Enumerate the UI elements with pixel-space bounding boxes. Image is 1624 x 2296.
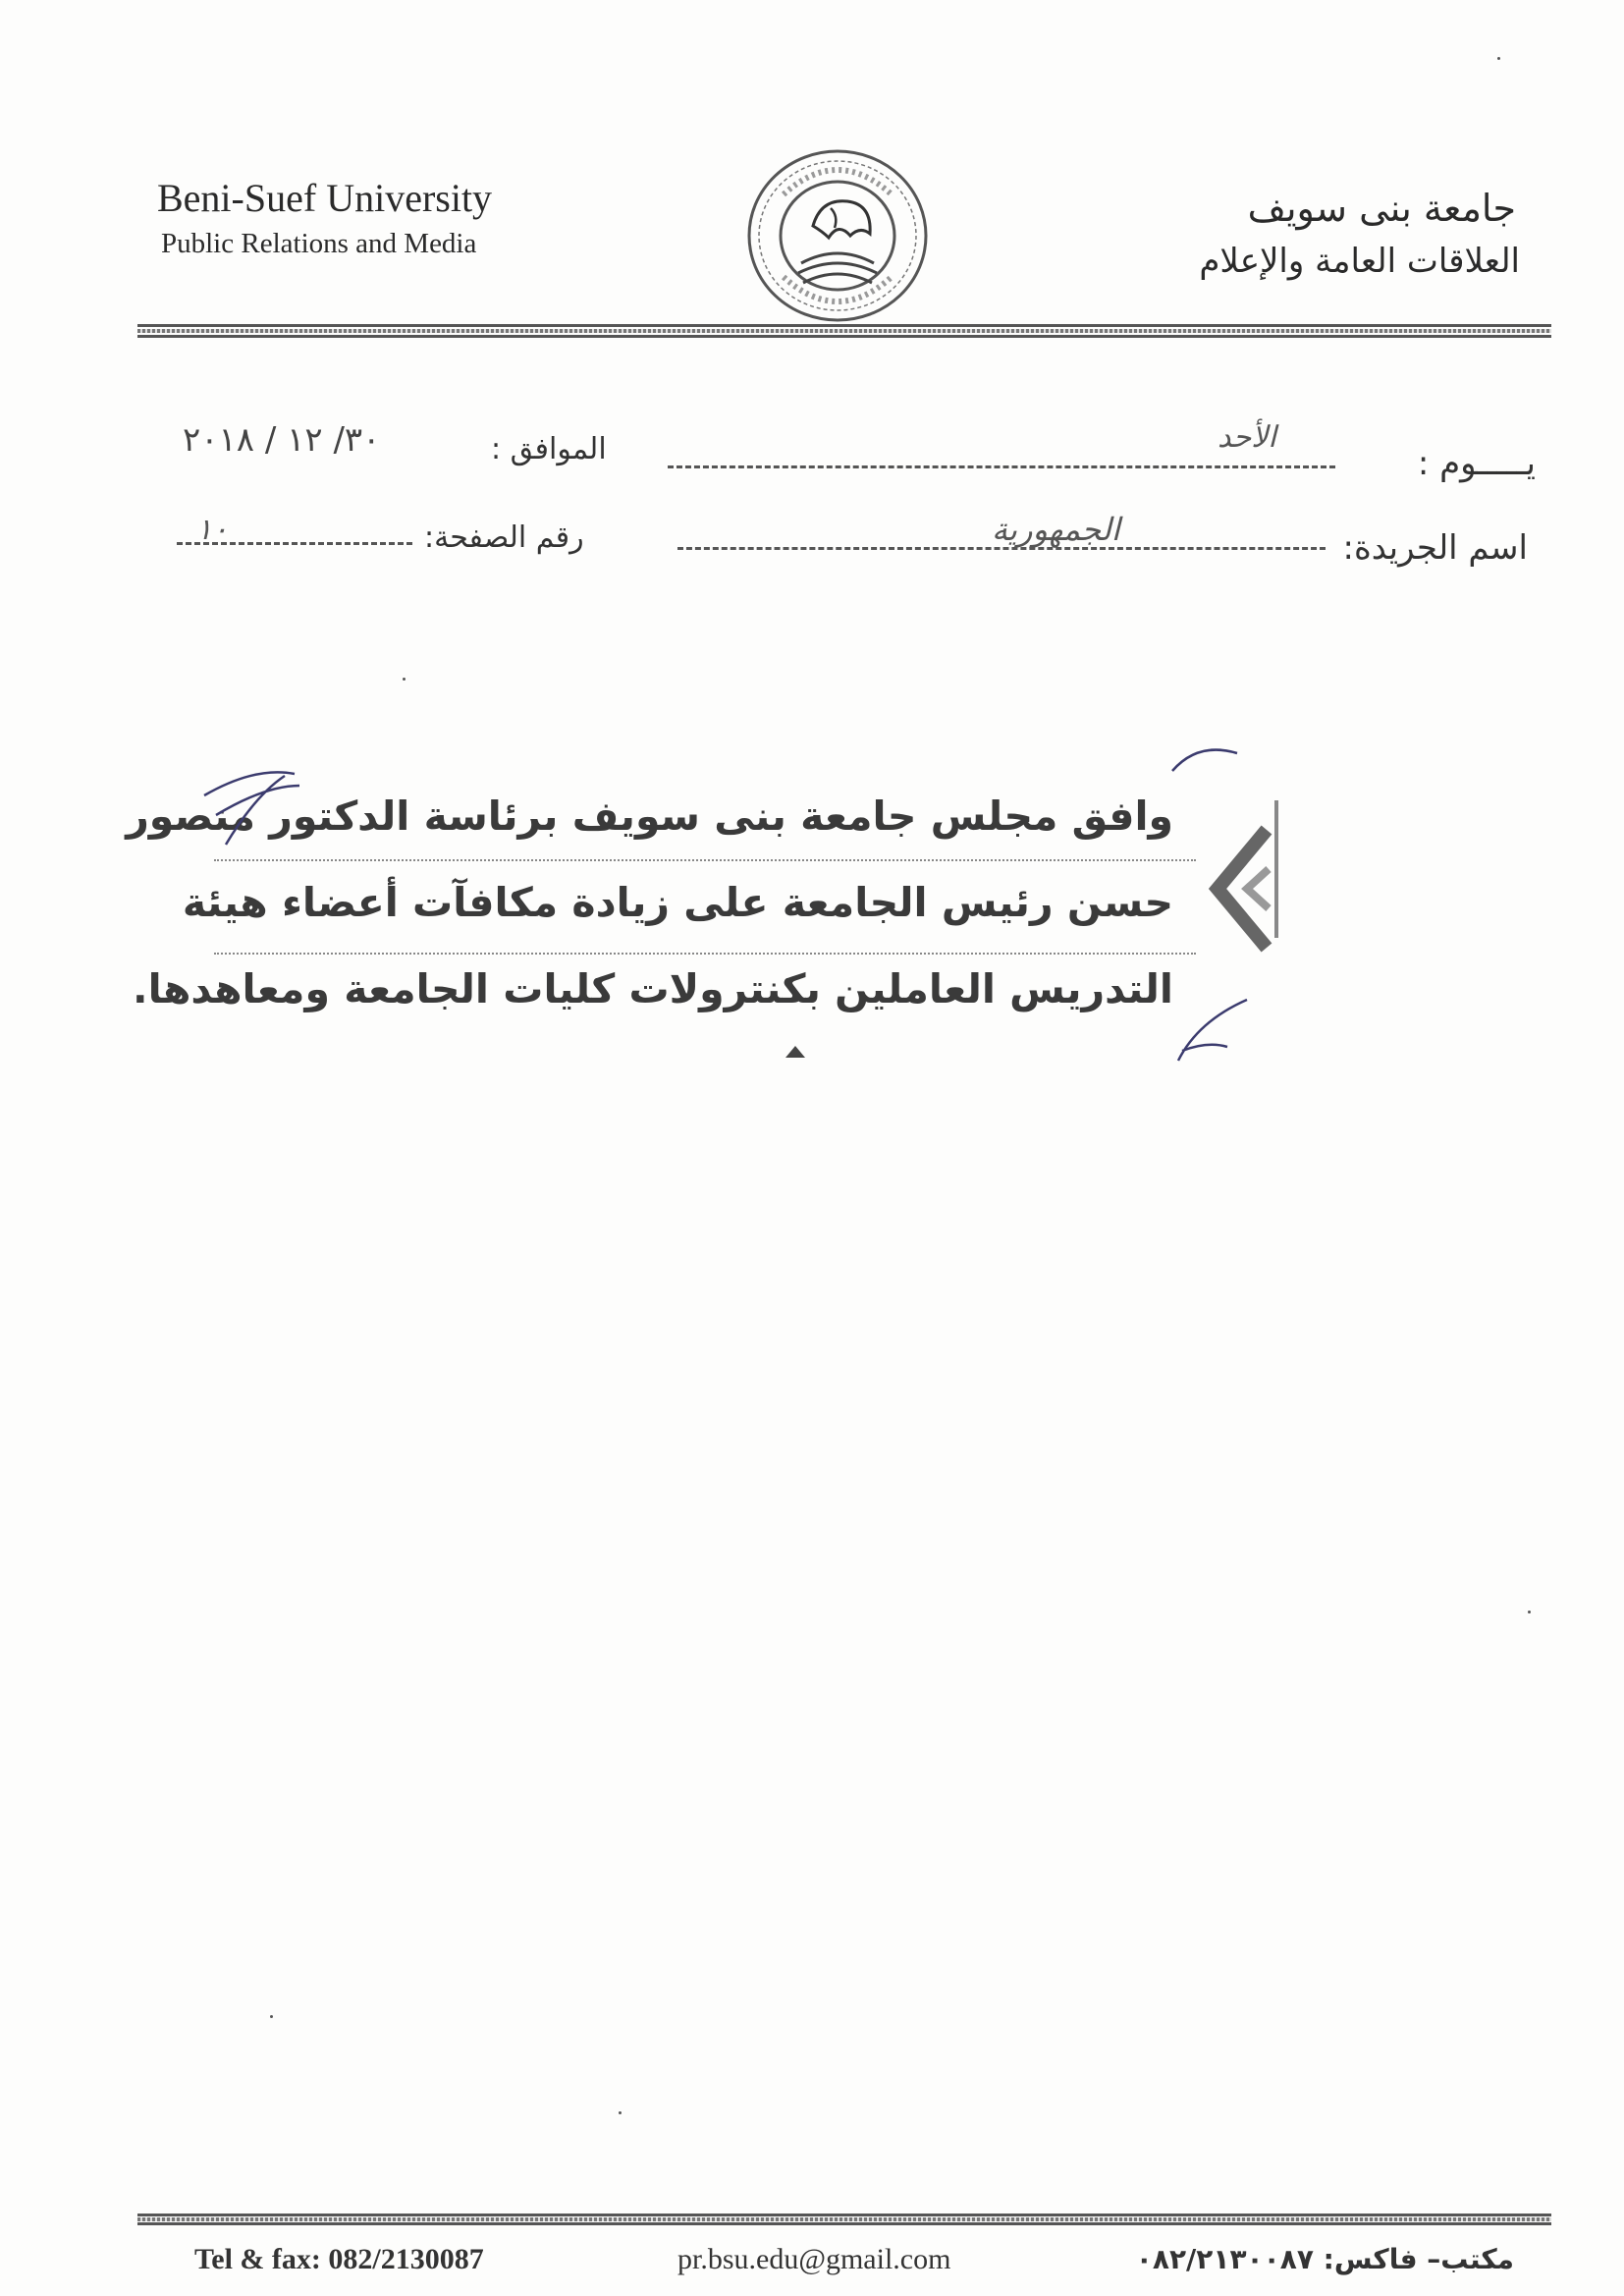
newspaper-label: اسم الجريدة: (1342, 528, 1528, 568)
scan-speck (1497, 57, 1500, 60)
scan-speck (403, 678, 406, 681)
newspaper-dotted-line (677, 547, 1326, 550)
university-seal (744, 147, 931, 324)
pen-mark-icon (196, 756, 304, 854)
page-number-handwritten: ١٠ (196, 513, 229, 547)
clipping-separator (214, 953, 1196, 955)
triangle-marker-icon (785, 1046, 805, 1058)
department-name-ar: العلاقات العامة والإعلام (1199, 242, 1520, 281)
scan-speck (1528, 1611, 1531, 1613)
page-number-label: رقم الصفحة: (424, 520, 584, 555)
chevron-emblem-icon (1208, 791, 1296, 987)
university-name-ar: جامعة بنى سويف (1247, 187, 1516, 230)
date-value: ٣٠/ ١٢ / ٢٠١٨ (183, 420, 381, 460)
department-name-en: Public Relations and Media (161, 228, 477, 259)
scan-speck (270, 2015, 273, 2018)
corresponding-date-label: الموافق : (491, 432, 607, 466)
footer-rule (137, 2214, 1551, 2225)
pen-mark-icon (1168, 992, 1257, 1070)
page-dotted-line (177, 542, 412, 545)
scan-speck (619, 2111, 622, 2114)
clipping-line-3: التدريس العاملين بكنترولات كليات الجامعة ومعاهدها. (133, 965, 1173, 1012)
day-label: يـــــوم : (1417, 444, 1536, 483)
day-value-handwritten: الأحد (1218, 420, 1276, 455)
newspaper-value-handwritten: الجمهورية (992, 511, 1120, 548)
pen-mark-icon (1168, 741, 1247, 781)
footer-office-fax-ar: مكتب– فاكس: ٠٨٢/٢١٣٠٠٨٧ (1135, 2243, 1514, 2275)
clipping-line-1: وافق مجلس جامعة بنى سويف برئاسة الدكتور منصور (126, 793, 1173, 840)
footer-tel-fax: Tel & fax: 082/2130087 (194, 2243, 484, 2275)
university-name-en: Beni-Suef University (157, 176, 493, 220)
header-rule (137, 324, 1551, 338)
clipping-line-2: حسن رئيس الجامعة على زيادة مكافآت أعضاء هيئة (182, 879, 1173, 926)
footer-email: pr.bsu.edu@gmail.com (677, 2243, 951, 2275)
day-dotted-line (668, 465, 1335, 468)
newspaper-clipping (126, 751, 1306, 1056)
clipping-separator (214, 859, 1196, 861)
